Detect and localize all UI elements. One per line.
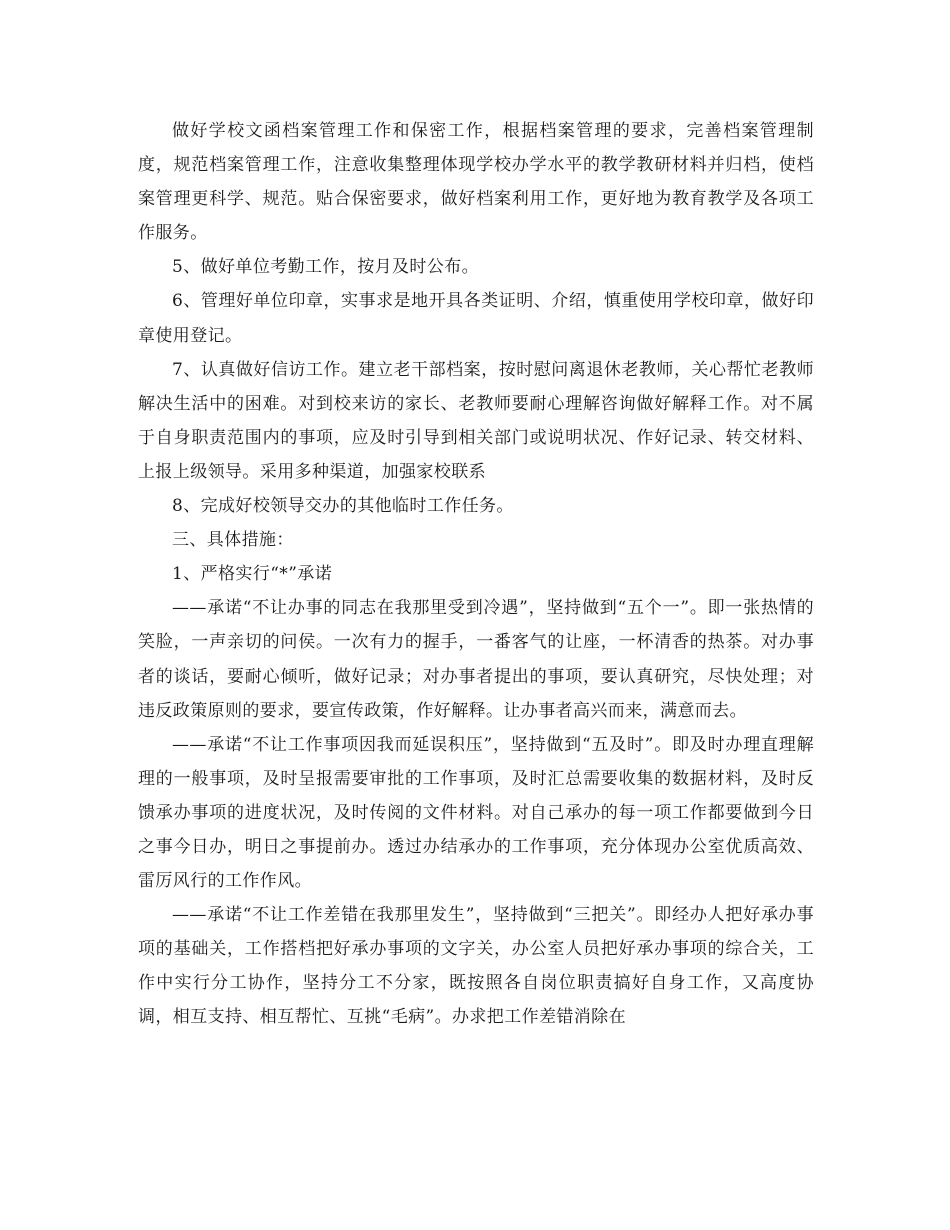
paragraph-archive-management: 做好学校文函档案管理工作和保密工作，根据档案管理的要求，完善档案管理制度，规范档案管理工作，注意收集整理体现学校办学水平的教学教研材料并归档，使档案管理更科学、规范。贴合保密要求，做好档案利用工作，更好地为教育教学及各项工作服务。	[138, 121, 814, 244]
paragraph-item-5-attendance: 5、做好单位考勤工作，按月及时公布。	[172, 257, 480, 278]
paragraph-item-7-petition: 7、认真做好信访工作。建立老干部档案，按时慰问离退休老教师，关心帮忙老教师解决生活中的困难。对到校来访的家长、老教师要耐心理解咨询做好解释工作。对不属于自身职责范围内的事项，应及时引导到相关部门或说明状况、作好记录、转交材料、上报上级领导。采用多种渠道，加强家校联系	[138, 359, 814, 482]
paragraph-measure-1-heading: 1、严格实行“*”承诺	[172, 564, 333, 585]
section-heading-measures: 三、具体措施：	[172, 530, 294, 551]
document-page	[138, 114, 814, 1035]
paragraph-promise-five-timely: ——承诺“不让工作事项因我而延误积压”，坚持做到“五及时”。即及时办理直理解理的一般事项，及时呈报需要审批的工作事项，及时汇总需要收集的数据材料，及时反馈承办事项的进度状况，及时传阅的文件材料。对自己承办的每一项工作都要做到今日之事今日办，明日之事提前办。透过办结承办的工作事项，充分体现办公室优质高效、雷厉风行的工作作风。	[138, 734, 814, 892]
paragraph-promise-three-checks: ——承诺“不让工作差错在我那里发生”，坚持做到“三把关”。即经办人把好承办事项的基础关，工作搭档把好承办事项的文字关，办公室人员把好承办事项的综合关，工作中实行分工协作，坚持分工不分家，既按照各自岗位职责搞好自身工作，又高度协调，相互支持、相互帮忙、互挑“毛病”。办求把工作差错消除在	[138, 905, 814, 1028]
paragraph-item-8-tasks: 8、完成好校领导交办的其他临时工作任务。	[172, 496, 514, 517]
paragraph-item-6-seal: 6、管理好单位印章，实事求是地开具各类证明、介绍，慎重使用学校印章，做好印章使用登记。	[138, 291, 814, 346]
paragraph-promise-five-ones: ——承诺“不让办事的同志在我那里受到冷遇”，坚持做到“五个一”。即一张热情的笑脸，一声亲切的问侯。一次有力的握手，一番客气的让座，一杯清香的热茶。对办事者的谈话，要耐心倾听，做好记录；对办事者提出的事项，要认真研究，尽快处理；对违反政策原则的要求，要宣传政策，作好解释。让办事者高兴而来，满意而去。	[138, 598, 814, 721]
